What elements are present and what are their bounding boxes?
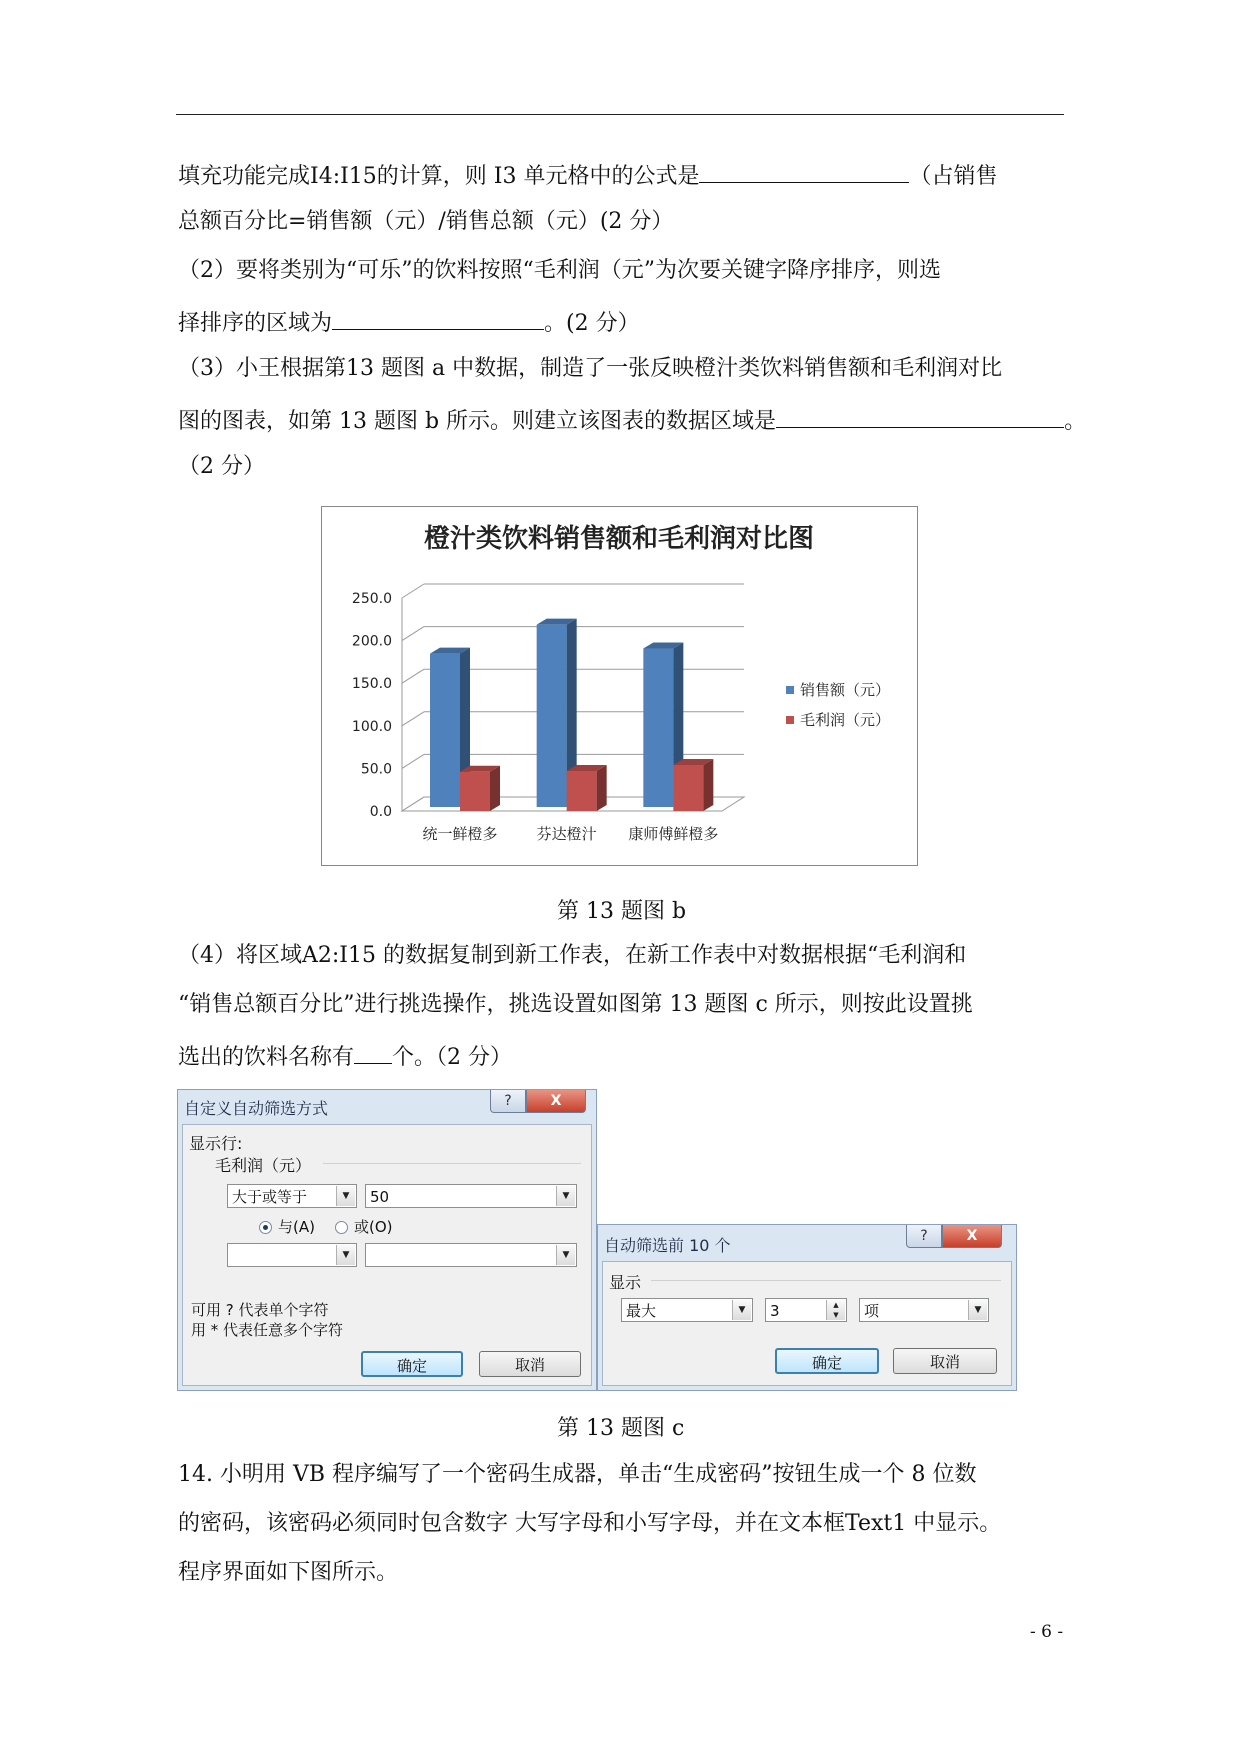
text-span: （占销售 <box>909 164 998 189</box>
separator <box>323 1163 581 1164</box>
bar-side <box>490 766 500 811</box>
bar-side <box>703 759 713 811</box>
legend-swatch <box>786 686 794 694</box>
text-span: 。(2 分） <box>544 311 640 336</box>
text-line-2: 总额百分比=销售额（元）/销售总额（元）(2 分） <box>178 209 674 234</box>
text-span: 个。（2 分） <box>392 1045 513 1070</box>
bar-front <box>537 625 567 807</box>
dialog-body <box>602 1261 1012 1386</box>
title-buttons <box>906 1225 1002 1247</box>
top10-autofilter-dialog <box>597 1224 1017 1391</box>
side-gridline <box>402 712 424 726</box>
text-line-8: （4）将区域A2:I15 的数据复制到新工作表，在新工作表中对数据根据“毛利润和 <box>178 943 967 968</box>
y-tick-label: 150.0 <box>351 676 392 693</box>
bar-front <box>460 772 490 811</box>
x-tick-label: 统一鲜橙多 <box>422 825 498 843</box>
chevron-down-icon[interactable]: ▼ <box>968 1300 987 1320</box>
text-line-11: 14. 小明用 VB 程序编写了一个密码生成器，单击“生成密码”按钮生成一个 8 位数 <box>178 1462 977 1487</box>
side-gridline <box>402 669 424 683</box>
text-line-13: 程序界面如下图所示。 <box>178 1560 399 1585</box>
text-line-6 <box>178 403 1086 437</box>
condition2-value-combo[interactable] <box>365 1243 577 1267</box>
chevron-down-icon[interactable]: ▼ <box>336 1186 355 1206</box>
combo-value: 50 <box>370 1188 390 1206</box>
chevron-down-icon[interactable]: ▼ <box>556 1186 575 1206</box>
help-button[interactable]: ? <box>490 1090 526 1113</box>
bar-front <box>643 649 673 807</box>
and-radio[interactable] <box>259 1221 272 1234</box>
text-line-3: （2）要将类别为“可乐”的饮料按照“毛利润（元”为次要关键字降序排序，则选 <box>178 258 941 283</box>
condition1-value-combo[interactable] <box>365 1184 577 1208</box>
side-gridline <box>402 627 424 641</box>
cancel-button[interactable]: 取消 <box>893 1348 997 1374</box>
bar-front <box>430 654 460 807</box>
ok-button[interactable]: 确定 <box>361 1351 463 1377</box>
legend-label: 毛利润（元） <box>800 711 891 729</box>
chevron-down-icon[interactable]: ▼ <box>732 1300 751 1320</box>
or-radio[interactable] <box>335 1221 348 1234</box>
bar-front <box>673 765 703 811</box>
help-button[interactable]: ? <box>906 1225 942 1248</box>
select-value: 大于或等于 <box>232 1188 308 1206</box>
text-span: 图的图表，如第 13 题图 b 所示。则建立该图表的数据区域是 <box>178 409 777 434</box>
show-rows-label: 显示行: <box>189 1134 243 1153</box>
figure-c-caption: 第 13 题图 c <box>557 1416 685 1441</box>
answer-blank <box>776 403 1064 428</box>
text-line-1 <box>178 158 997 192</box>
figure-b-caption: 第 13 题图 b <box>557 899 687 924</box>
y-tick-label: 50.0 <box>360 761 392 778</box>
header-rule <box>176 114 1064 115</box>
select-value: 项 <box>864 1302 880 1320</box>
title-buttons <box>490 1090 586 1112</box>
text-line-5: （3）小王根据第13 题图 a 中数据，制造了一张反映橙汁类饮料销售额和毛利润对比 <box>178 356 1003 381</box>
text-span: 择排序的区域为 <box>178 311 333 336</box>
chevron-down-icon[interactable]: ▼ <box>336 1245 355 1265</box>
chart-svg <box>322 507 917 865</box>
dialog-title: 自定义自动筛选方式 <box>184 1099 329 1118</box>
text-line-9: “销售总额百分比”进行挑选操作，挑选设置如图第 13 题图 c 所示，则按此设置挑 <box>178 992 973 1017</box>
dialog-title: 自动筛选前 10 个 <box>604 1236 731 1255</box>
chart-figure-b <box>321 506 918 866</box>
y-tick-label: 0.0 <box>369 804 392 820</box>
unit-select[interactable] <box>859 1298 989 1322</box>
answer-blank <box>699 158 909 183</box>
y-tick-label: 100.0 <box>351 718 392 735</box>
answer-blank <box>332 305 544 330</box>
side-gridline <box>402 754 424 768</box>
separator <box>651 1280 1001 1281</box>
text-span: 。 <box>1064 409 1087 434</box>
count-spinner[interactable] <box>765 1298 847 1322</box>
text-span: 填充功能完成I4:I15的计算，则 I3 单元格中的公式是 <box>178 164 700 189</box>
close-button[interactable]: X <box>526 1090 586 1113</box>
text-line-10 <box>178 1039 512 1073</box>
and-radio-label: 与(A) <box>278 1218 315 1236</box>
y-tick-label: 200.0 <box>351 633 392 650</box>
dialog-body <box>182 1124 592 1386</box>
spinner-value: 3 <box>770 1302 780 1320</box>
answer-blank <box>354 1039 392 1064</box>
field-name-label: 毛利润（元） <box>215 1156 312 1175</box>
custom-autofilter-dialog <box>177 1089 597 1391</box>
x-tick-label: 芬达橙汁 <box>536 825 597 843</box>
or-radio-label: 或(O) <box>354 1218 393 1236</box>
condition2-operator-select[interactable] <box>227 1243 357 1267</box>
show-label: 显示 <box>609 1273 642 1292</box>
wildcard-hint-2: 用 * 代表任意多个字符 <box>191 1321 344 1339</box>
ok-button[interactable]: 确定 <box>775 1348 879 1374</box>
page-number: - 6 - <box>1030 1622 1064 1642</box>
text-line-7: （2 分） <box>178 454 265 479</box>
cancel-button[interactable]: 取消 <box>479 1351 581 1377</box>
condition1-operator-select[interactable] <box>227 1184 357 1208</box>
legend-swatch <box>786 716 794 724</box>
text-line-4 <box>178 305 640 339</box>
wildcard-hint-1: 可用 ? 代表单个字符 <box>191 1301 329 1319</box>
direction-select[interactable] <box>621 1298 753 1322</box>
select-value: 最大 <box>626 1302 657 1320</box>
y-tick-label: 250.0 <box>351 591 392 607</box>
bar-side <box>597 765 607 811</box>
legend-label: 销售额（元） <box>800 681 891 699</box>
chart-title: 橙汁类饮料销售额和毛利润对比图 <box>423 524 815 554</box>
text-span: 选出的饮料名称有 <box>178 1045 355 1070</box>
spin-arrows-icon[interactable]: ▲ ▼ <box>826 1300 845 1320</box>
side-gridline <box>402 584 424 598</box>
bar-front <box>567 771 597 811</box>
x-tick-label: 康师傅鲜橙多 <box>628 825 719 843</box>
close-button[interactable]: X <box>942 1225 1002 1248</box>
chevron-down-icon[interactable]: ▼ <box>556 1245 575 1265</box>
text-line-12: 的密码，该密码必须同时包含数字 大写字母和小写字母，并在文本框Text1 中显示。 <box>178 1511 1002 1536</box>
